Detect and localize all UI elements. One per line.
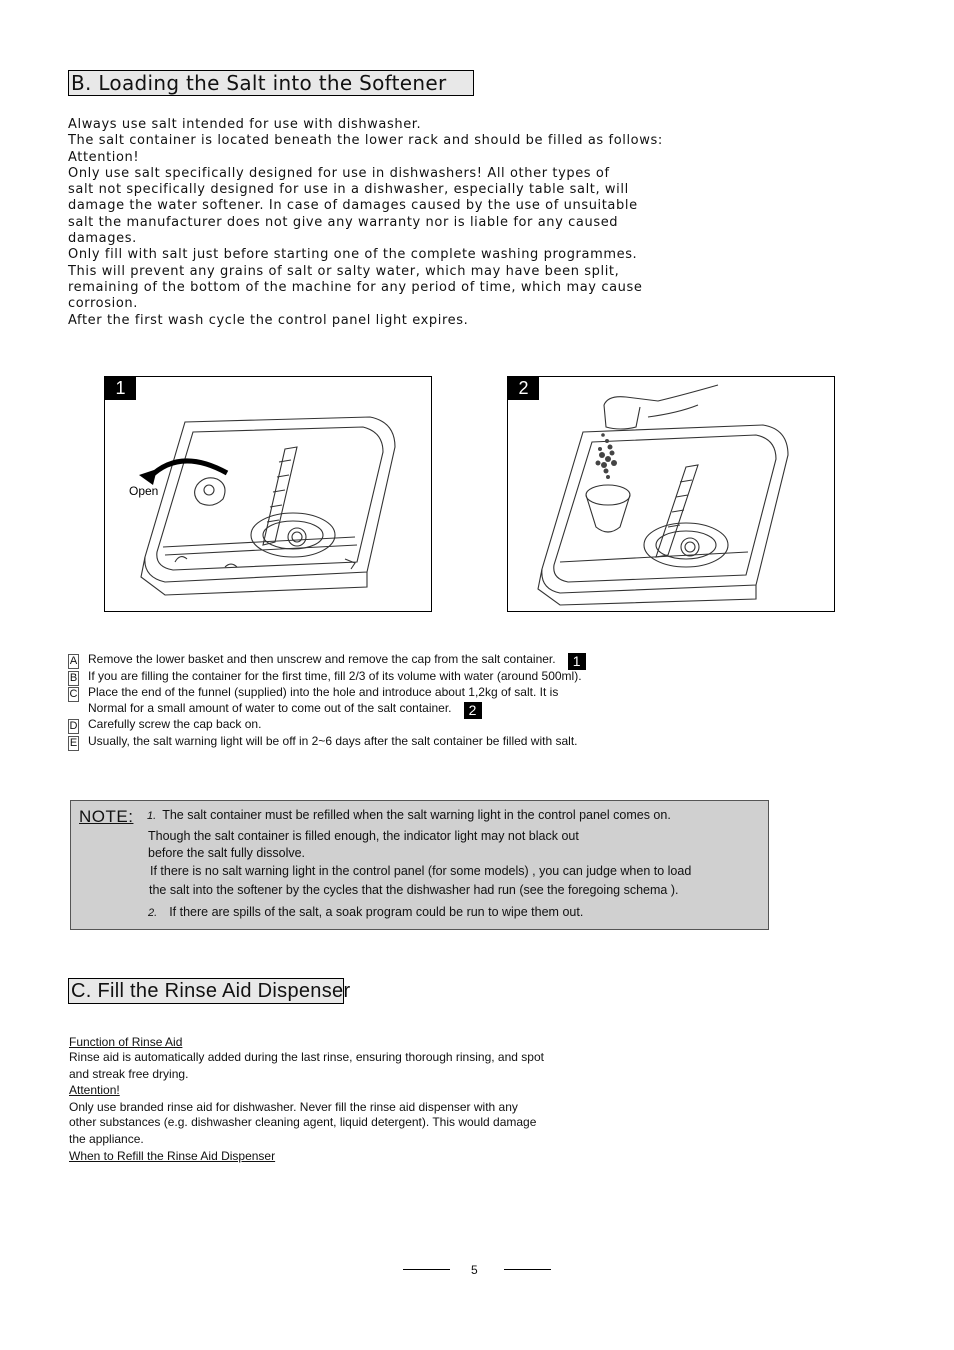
intro-line: Always use salt intended for use with dishwasher. — [68, 117, 422, 132]
note-line-2: Though the salt container is filled enough, the indicator light may not black out — [148, 829, 579, 843]
figure-2-add-salt — [507, 376, 835, 612]
step-letter: B — [69, 672, 78, 684]
intro-line: Attention! — [68, 149, 140, 165]
note-number-1: 1. — [147, 810, 157, 822]
figure-1-unscrew-cap — [104, 376, 432, 612]
function-line-1: Rinse aid is automatically added during the last rinse, ensuring thorough rinsing, and spot — [69, 1050, 544, 1064]
salt-intro-text — [68, 117, 663, 329]
step-text: Remove the lower basket and then unscrew and remove the cap from the salt container. — [88, 652, 556, 666]
intro-line: Only use salt specifically designed for use in dishwashers! All other types of — [68, 165, 610, 181]
footer-rule-right — [504, 1269, 551, 1270]
step-letter: D — [69, 720, 78, 732]
attention-line-3: the appliance. — [69, 1132, 144, 1146]
section-c-title: C. Fill the Rinse Aid Dispenser — [68, 978, 344, 1004]
intro-line: The salt container is located beneath the lower rack and should be filled as follows: — [68, 133, 663, 149]
step-text: Place the end of the funnel (supplied) into the hole and introduce about 1,2kg of salt. It is — [88, 685, 559, 699]
function-heading: Function of Rinse Aid — [69, 1035, 183, 1049]
dishwasher-tub-illustration-2 — [508, 377, 834, 611]
step-letter: E — [69, 737, 78, 749]
note-line-5: the salt into the softener by the cycles that the dishwasher had run (see the foregoing schema ). — [149, 883, 679, 897]
step-letter: A — [69, 655, 78, 667]
step-item — [68, 733, 577, 751]
attention-line-2: other substances (e.g. dishwasher cleaning agent, liquid detergent). This would damage — [69, 1115, 537, 1129]
note-item-2 — [148, 904, 583, 921]
note-box — [70, 800, 769, 930]
intro-line: salt not specifically designed for use in a dishwasher, especially table salt, will — [68, 182, 629, 198]
step-letter: C — [69, 688, 78, 700]
footer-rule-left — [403, 1269, 450, 1270]
dishwasher-tub-illustration-1 — [105, 377, 431, 611]
figure-reference-badge: 1 — [568, 653, 586, 670]
note-number-2: 2. — [148, 907, 158, 919]
intro-line: After the first wash cycle the control panel light expires. — [68, 312, 469, 328]
step-text: Carefully screw the cap back on. — [88, 717, 262, 731]
intro-line: corrosion. — [68, 296, 138, 312]
page-number: 5 — [471, 1263, 478, 1277]
step-item — [68, 716, 261, 734]
note-line-1: The salt container must be refilled when the salt warning light in the control panel comes on. — [162, 808, 671, 822]
note-label: NOTE: — [79, 807, 134, 826]
intro-line: salt the manufacturer does not give any warranty nor is liable for any caused — [68, 214, 619, 230]
intro-line: damage the water softener. In case of damages caused by the use of unsuitable — [68, 198, 638, 214]
intro-line: Only fill with salt just before starting one of the complete washing programmes. — [68, 247, 638, 263]
note-line-4: If there is no salt warning light in the control panel (for some models) , you can judge when to load — [150, 864, 692, 878]
step-text: If you are filling the container for the first time, fill 2/3 of its volume with water (around 500ml). — [88, 669, 582, 683]
intro-line: damages. — [68, 231, 137, 247]
note-item-1 — [147, 807, 671, 824]
function-line-2: and streak free drying. — [69, 1067, 189, 1081]
refill-heading: When to Refill the Rinse Aid Dispenser — [69, 1149, 276, 1163]
step-text: Normal for a small amount of water to come out of the salt container. — [88, 701, 452, 715]
intro-line: remaining of the bottom of the machine for any period of time, which may cause — [68, 279, 643, 295]
step-text: Usually, the salt warning light will be off in 2~6 days after the salt container be filled with salt. — [88, 734, 578, 748]
attention-line-1: Only use branded rinse aid for dishwasher. Never fill the rinse aid dispenser with any — [69, 1100, 518, 1114]
figure-2-number: 2 — [508, 377, 539, 400]
attention-heading: Attention! — [69, 1083, 120, 1097]
section-b-title: B. Loading the Salt into the Softener — [68, 70, 474, 96]
figure-1-number: 1 — [105, 377, 136, 400]
open-label: Open — [129, 484, 159, 498]
figure-reference-badge: 2 — [464, 702, 482, 719]
note-line-3: before the salt fully dissolve. — [148, 846, 306, 860]
note-line-6: If there are spills of the salt, a soak program could be run to wipe them out. — [169, 905, 584, 919]
intro-line: This will prevent any grains of salt or salty water, which may have been split, — [68, 263, 620, 279]
